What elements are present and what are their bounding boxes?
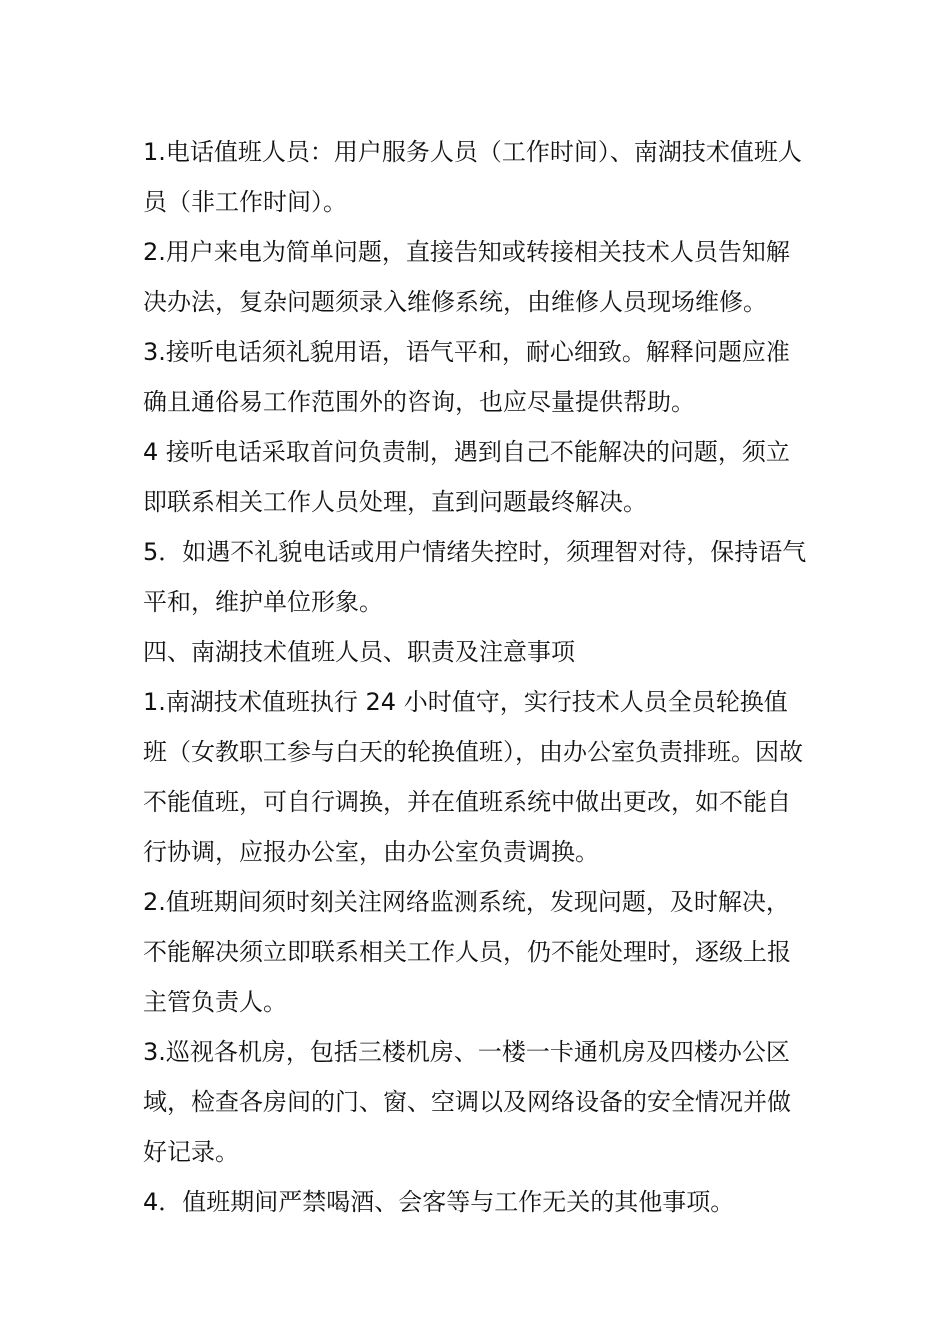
paragraph-24h-duty: 1.南湖技术值班执行 24 小时值守，实行技术人员全员轮换值班（女教职工参与白天的轮换值班），由办公室负责排班。因故不能值班，可自行调换，并在值班系统中做出更改，如不能自行协调，应报办公室，由办公室负责调换。 [143, 688, 803, 866]
paragraph-courtesy: 3.接听电话须礼貌用语，语气平和，耐心细致。解释问题应准确且通俗易工作范围外的咨询，也应尽量提供帮助。 [143, 338, 790, 416]
paragraph-rude-calls: 5．如遇不礼貌电话或用户情绪失控时，须理智对待，保持语气平和，维护单位形象。 [143, 538, 807, 616]
paragraph-simple-issues: 2.用户来电为简单问题，直接告知或转接相关技术人员告知解决办法，复杂问题须录入维修系统，由维修人员现场维修。 [143, 238, 790, 316]
paragraph-prohibitions: 4．值班期间严禁喝酒、会客等与工作无关的其他事项。 [143, 1188, 735, 1216]
paragraph-monitoring: 2.值班期间须时刻关注网络监测系统，发现问题，及时解决，不能解决须立即联系相关工作人员，仍不能处理时，逐级上报主管负责人。 [143, 888, 791, 1016]
section-heading: 四、南湖技术值班人员、职责及注意事项 [143, 638, 575, 666]
document-body [143, 127, 808, 1227]
paragraph-inspection: 3.巡视各机房，包括三楼机房、一楼一卡通机房及四楼办公区域，检查各房间的门、窗、空调以及网络设备的安全情况并做好记录。 [143, 1038, 791, 1166]
paragraph-phone-duty-staff: 1.电话值班人员：用户服务人员（工作时间）、南湖技术值班人员（非工作时间）。 [143, 138, 802, 216]
paragraph-first-responsibility: 4 接听电话采取首问负责制，遇到自己不能解决的问题，须立即联系相关工作人员处理，直到问题最终解决。 [143, 438, 790, 516]
